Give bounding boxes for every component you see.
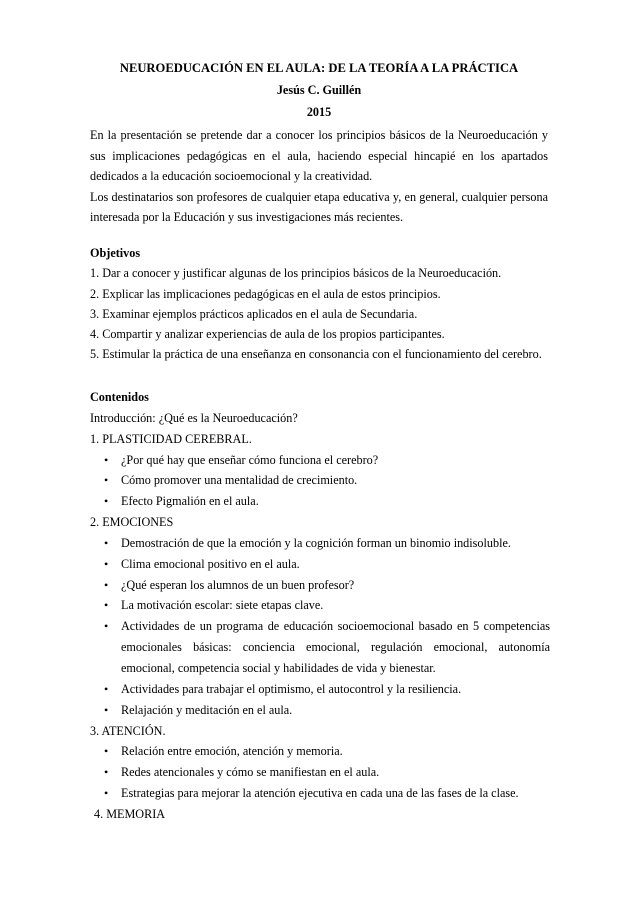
contents-heading: Contenidos [90, 390, 149, 404]
list-item: • Actividades para trabajar el optimismo, el autocontrol y la resiliencia. [90, 679, 550, 700]
contents-intro-line: Introducción: ¿Qué es la Neuroeducación? [90, 410, 298, 425]
list-item: • La motivación escolar: siete etapas clave. [90, 595, 550, 616]
bullet-icon: • [104, 577, 109, 592]
bullet-icon: • [104, 598, 109, 613]
bullet-list [90, 533, 550, 721]
bullet-icon: • [104, 452, 109, 467]
bullet-icon: • [104, 619, 109, 634]
list-item: • Demostración de que la emoción y la cognición forman un binomio indisoluble. [90, 533, 550, 554]
list-item: • ¿Por qué hay que enseñar cómo funciona el cerebro? [90, 450, 550, 471]
bullet-icon: • [104, 473, 109, 488]
bullet-list [90, 450, 550, 513]
list-item: • Efecto Pigmalión en el aula. [90, 491, 550, 512]
bullet-icon: • [104, 786, 109, 801]
list-item: • Clima emocional positivo en el aula. [90, 554, 550, 575]
bullet-icon: • [104, 535, 109, 550]
list-item: • ¿Qué esperan los alumnos de un buen profesor? [90, 575, 550, 596]
objective-item: 2. Explicar las implicaciones pedagógicas en el aula de estos principios. [90, 286, 441, 301]
objective-item: 3. Examinar ejemplos prácticos aplicados en el aula de Secundaria. [90, 306, 418, 321]
author-name: Jesús C. Guillén [276, 83, 362, 97]
document-year: 2015 [306, 105, 332, 119]
list-item: • Relación entre emoción, atención y memoria. [90, 741, 550, 762]
list-item: • Relajación y meditación en el aula. [90, 700, 550, 721]
list-item: • Actividades de un programa de educación socioemocional basado en 5 competencias emocionales básicas: conciencia emocional, regulación emocional, autonomía emocional, competencia social y habilidades de vida y bienestar. [90, 616, 550, 679]
objective-item: 1. Dar a conocer y justificar algunas de los principios básicos de la Neuroeducación. [90, 266, 502, 281]
document-title: NEUROEDUCACIÓN EN EL AULA: DE LA TEORÍA A LA PRÁCTICA [119, 61, 519, 75]
objectives-section [90, 243, 550, 365]
list-item: • Redes atencionales y cómo se manifiestan en el aula. [90, 762, 550, 783]
bullet-list [90, 741, 550, 804]
audience-paragraph: Los destinatarios son profesores de cualquier etapa educativa y, en general, cualquier persona interesada por la Educación y sus investigaciones más recientes. [90, 189, 548, 225]
section-title: 3. ATENCIÓN. [90, 723, 166, 738]
bullet-icon: • [104, 556, 109, 571]
bullet-icon: • [104, 765, 109, 780]
bullet-icon: • [104, 681, 109, 696]
bullet-icon: • [104, 702, 109, 717]
bullet-icon: • [104, 494, 109, 509]
objective-item: 5. Estimular la práctica de una enseñanza en consonancia con el funcionamiento del cerebro. [90, 347, 542, 362]
section-title: 1. PLASTICIDAD CEREBRAL. [90, 431, 252, 446]
list-item: • Estrategias para mejorar la atención ejecutiva en cada una de las fases de la clase. [90, 783, 550, 804]
intro-paragraph: En la presentación se pretende dar a conocer los principios básicos de la Neuroeducación y sus implicaciones pedagógicas en el aula, haciendo especial hincapié en los apartados dedicados a la educación socioemocional y la creatividad. [90, 128, 548, 184]
section-title: 2. EMOCIONES [90, 515, 174, 530]
objectives-heading: Objetivos [90, 246, 141, 260]
objective-item: 4. Compartir y analizar experiencias de aula de los propios participantes. [90, 327, 445, 342]
section-title: 4. MEMORIA [94, 806, 166, 821]
list-item: • Cómo promover una mentalidad de crecimiento. [90, 470, 550, 491]
intro-section [90, 125, 548, 228]
bullet-icon: • [104, 744, 109, 759]
contents-section [90, 387, 550, 825]
